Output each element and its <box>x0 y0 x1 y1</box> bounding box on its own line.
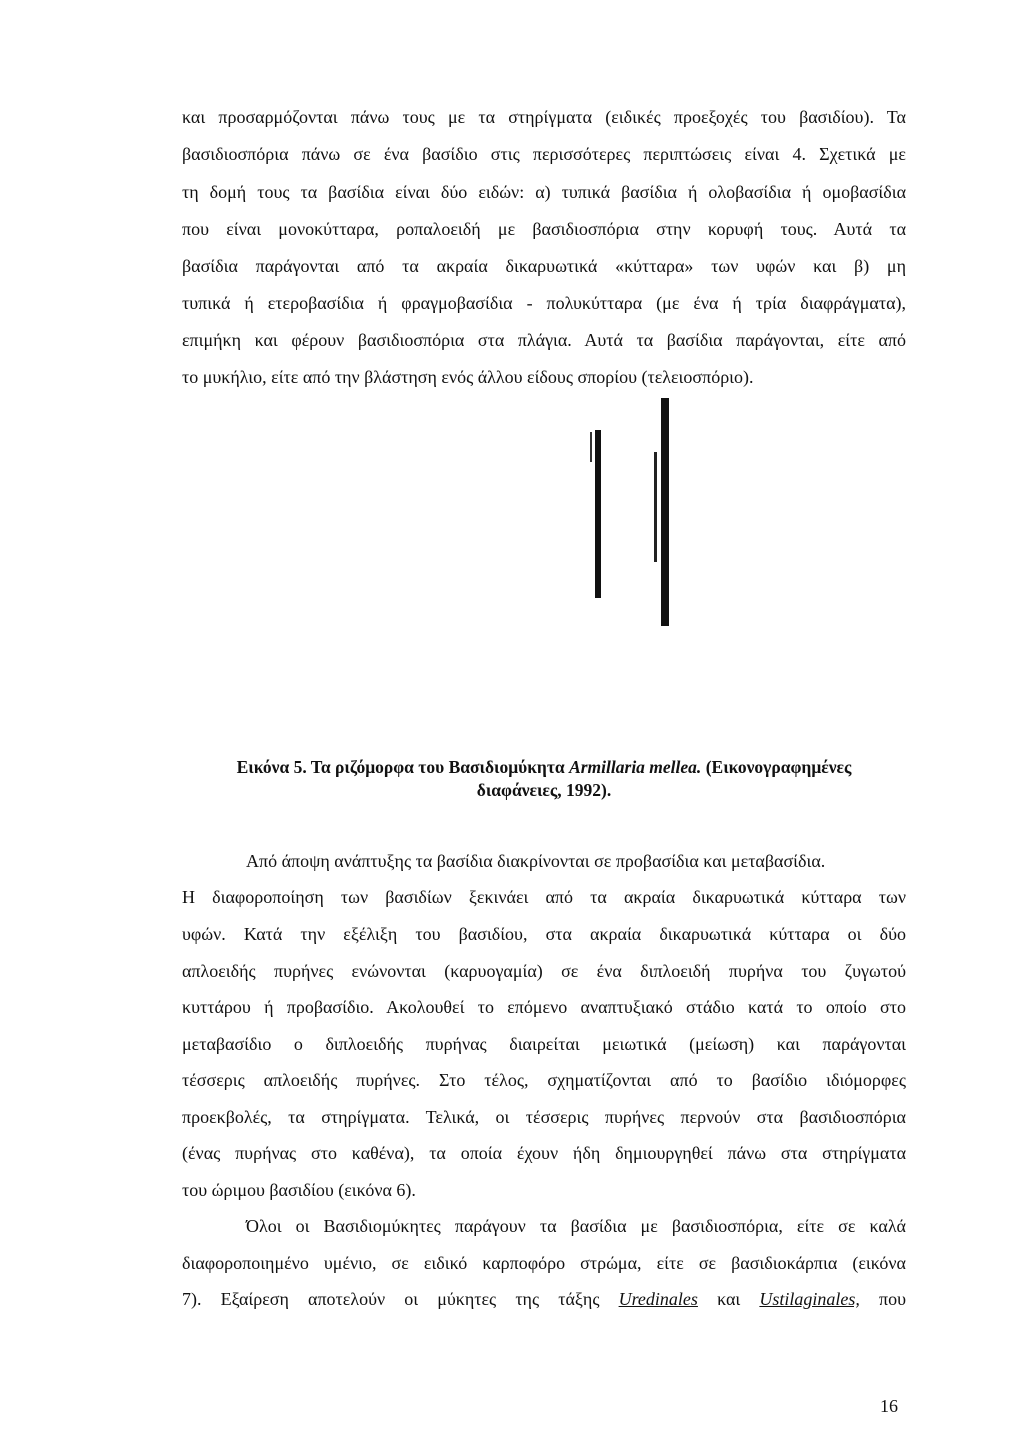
text-fragment: 7). Εξαίρεση αποτελούν οι μύκητες της τάξης <box>182 1289 600 1309</box>
text-line: τέσσερις απλοειδής πυρήνες. Στο τέλος, σχηματίζονται από το βασίδιο ιδιόμορφες <box>182 1070 906 1090</box>
taxon-uredinales: Uredinales <box>618 1289 698 1309</box>
text-line: τυπικά ή ετεροβασίδια ή φραγμοβασίδια - πολυκύτταρα (με ένα ή τρία διαφράγματα), <box>182 293 906 313</box>
text-line: του ώριμου βασιδίου (εικόνα 6). <box>182 1180 416 1200</box>
text-line: και προσαρμόζονται πάνω τους με τα στηρίγματα (ειδικές προεξοχές του βασιδίου). Τα <box>182 107 906 127</box>
text-line: τη δομή τους τα βασίδια είναι δύο ειδών: α) τυπικά βασίδια ή ολοβασίδια ή ομοβασίδια <box>182 182 906 202</box>
text-line: (ένας πυρήνας στο καθένα), τα οποία έχουν ήδη δημιουργηθεί πάνω στα στηρίγματα <box>182 1143 906 1163</box>
text-line: βασιδιοσπόρια πάνω σε ένα βασίδιο στις περισσότερες περιπτώσεις είναι 4. Σχετικά με <box>182 144 906 164</box>
rhizomorph-strand-right-thin <box>654 452 657 562</box>
text-line: προεκβολές, τα στηρίγματα. Τελικά, οι τέσσερις πυρήνες περνούν στα βασιδιοσπόρια <box>182 1107 906 1127</box>
rhizomorph-strand-left <box>595 430 601 598</box>
rhizomorph-figure <box>540 392 720 632</box>
text-line: που είναι μονοκύτταρα, ροπαλοειδή με βασιδιοσπόρια στην κορυφή τους. Αυτά τα <box>182 219 906 239</box>
text-line-with-taxa <box>182 1288 906 1310</box>
caption-species: Armillaria mellea. <box>569 757 702 777</box>
figure-caption-line2: διαφάνειες, 1992). <box>476 780 612 800</box>
text-line: επιμήκη και φέρουν βασιδιοσπόρια στα πλάγια. Αυτά τα βασίδια παράγονται, είτε από <box>182 330 906 350</box>
text-line: υφών. Κατά την εξέλιξη του βασιδίου, στα ακραία δικαρυωτικά κύτταρα οι δύο <box>182 924 906 944</box>
text-line: Η διαφοροποίηση των βασιδίων ξεκινάει από τα ακραία δικαρυωτικά κύτταρα των <box>182 887 906 907</box>
text-fragment: και <box>717 1289 741 1309</box>
text-line: μεταβασίδιο ο διπλοειδής πυρήνας διαιρείται μειωτικά (μείωση) και παράγονται <box>182 1034 906 1054</box>
text-line: διαφοροποιημένο υμένιο, σε ειδικό καρποφόρο στρώμα, είτε σε βασιδιοκάρπια (εικόνα <box>182 1253 906 1273</box>
text-line: κυττάρου ή προβασίδιο. Ακολουθεί το επόμενο αναπτυξιακό στάδιο κατά το οποίο στο <box>182 997 906 1017</box>
text-line: το μυκήλιο, είτε από την βλάστηση ενός άλλου είδους σπορίου (τελειοσπόριο). <box>182 367 754 387</box>
rhizomorph-strand-left-thin <box>590 432 592 462</box>
caption-prefix: Εικόνα 5. Τα ριζόμορφα του Βασιδιομύκητα <box>236 757 565 777</box>
text-line: βασίδια παράγονται από τα ακραία δικαρυωτικά «κύτταρα» των υφών και β) μη <box>182 256 906 276</box>
text-fragment: που <box>879 1289 907 1309</box>
text-line: Όλοι οι Βασιδιομύκητες παράγουν τα βασίδια με βασιδιοσπόρια, είτε σε καλά <box>246 1216 906 1236</box>
figure-caption-line1 <box>182 756 906 778</box>
text-line: απλοειδής πυρήνες ενώνονται (καρυογαμία) σε ένα διπλοειδή πυρήνα του ζυγωτού <box>182 961 906 981</box>
caption-suffix: (Εικονογραφημένες <box>705 757 852 777</box>
page-number: 16 <box>880 1396 898 1416</box>
text-line: Από άποψη ανάπτυξης τα βασίδια διακρίνονται σε προβασίδια και μεταβασίδια. <box>246 851 826 871</box>
taxon-ustilaginales: Ustilaginales, <box>759 1289 860 1309</box>
rhizomorph-strand-right <box>661 398 669 626</box>
